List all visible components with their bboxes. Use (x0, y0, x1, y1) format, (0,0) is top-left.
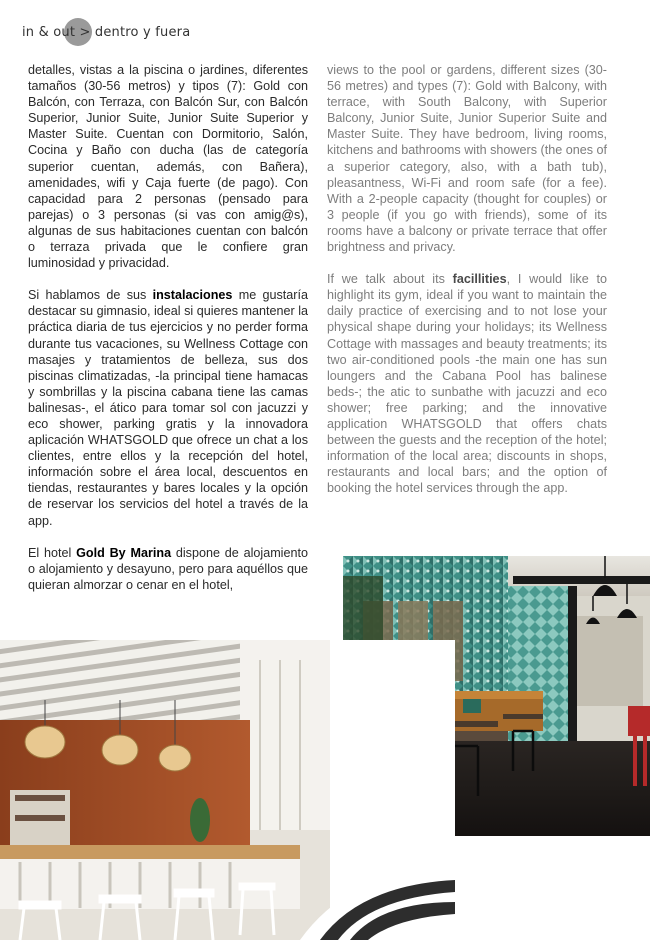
spanish-paragraph-3 (28, 545, 308, 593)
english-paragraph-1: views to the pool or gardens, different sizes (30-56 metres) and types (7): Gold with Balcony, with terrace, with South Balcony, with Superior Balcony, Junior Suite, Junior Superior Suite and Master Suite. They have bedroom, living rooms, kitchens and bathrooms with showers (the ones of a superior category, also, with a bath tub), pleasantness, Wi-Fi and room safe (for a fee). With a 2-people capacity (thought for couples) or 3 people (if you go with friends), some of its rooms have a balcony or private terrace that offer brightness and privacy. (327, 63, 608, 255)
spanish-p2-highlight: instalaciones (152, 288, 233, 303)
section-title: in & out > dentro y fuera (22, 25, 191, 40)
page-header (22, 18, 322, 48)
english-p2-body: , I would like to highlight its gym, ideal if you want to maintain the daily practice of exercising and to not lose your physical shape during your holidays; its Wellness Cottage with massages and beauty treatments; its two air-conditioned pools -the main one has sun loungers and the Cabana Pool has balinese beds-; the atic to sunbathe with jacuzzi and eco shower; free parking; and the innovative application WHATSGOLD that offers chats between the guests and the reception of the hotel; information of the local area; discounts in shops, restaurants and local bars; and the option of booking the hotel services through the app. (327, 272, 607, 496)
english-column (327, 62, 607, 496)
spanish-p2-body: me gustaría destacar su gimnasio, ideal si quieres mantener la práctica diaria de tus ejercicios y no perder forma durante tus vacaciones, su Wellness Cottage con masajes y tratamientos de belleza, sus dos piscinas climatizadas, -la principal tiene hamacas y sombrillas y la piscina cabana tiene las camas balinesas-, el ático para tomar sol con jacuzzi y eco shower, parking gratis y la innovadora aplicación WHATSGOLD que ofrece un chat a los clientes, entre ellos y la recepción del hotel, información sobre el área local, descuentos en tiendas, restaurantes y bares locales y la opción de reservar los servicios del hotel a través de la app. (28, 288, 309, 528)
spanish-column (28, 62, 308, 593)
english-p2-lead: If we talk about its (327, 272, 453, 287)
english-paragraph-2 (327, 271, 607, 496)
spanish-p3-highlight: Gold By Marina (76, 545, 172, 560)
spanish-paragraph-1: detalles, vistas a la piscina o jardines, diferentes tamaños (30-56 metros) y tipos (7): Gold con Balcón, con Terraza, con Balcón Sur, con Balcón Superior, Junior Suite, Junior Suite Superior y Master Suite. Cuentan con Dormitorio, Salón, Cocina y Baño con ducha (las de categoría superior cuentan, además, con Bañera), amenidades, wifi y Caja fuerte (de pago). Con capacidad para 2 personas (pensado para parejas) o 3 personas (si vas con amig@s), algunas de sus habitaciones cuentan con balcón o terraza privada que le confiere gran luminosidad y privacidad. (28, 63, 308, 271)
bar-illustration (0, 640, 455, 940)
spanish-paragraph-2 (28, 287, 308, 528)
english-p2-highlight: facillities (452, 272, 507, 287)
spanish-p2-lead: Si hablamos de sus (28, 288, 153, 303)
spanish-p3-body: dispone de alojamiento o alojamiento y desayuno, pero para aquéllos que quieran almorzar o cenar en el hotel, (28, 545, 308, 592)
bar-terrace-photo (0, 640, 455, 940)
spanish-p3-lead: El hotel (28, 545, 77, 560)
